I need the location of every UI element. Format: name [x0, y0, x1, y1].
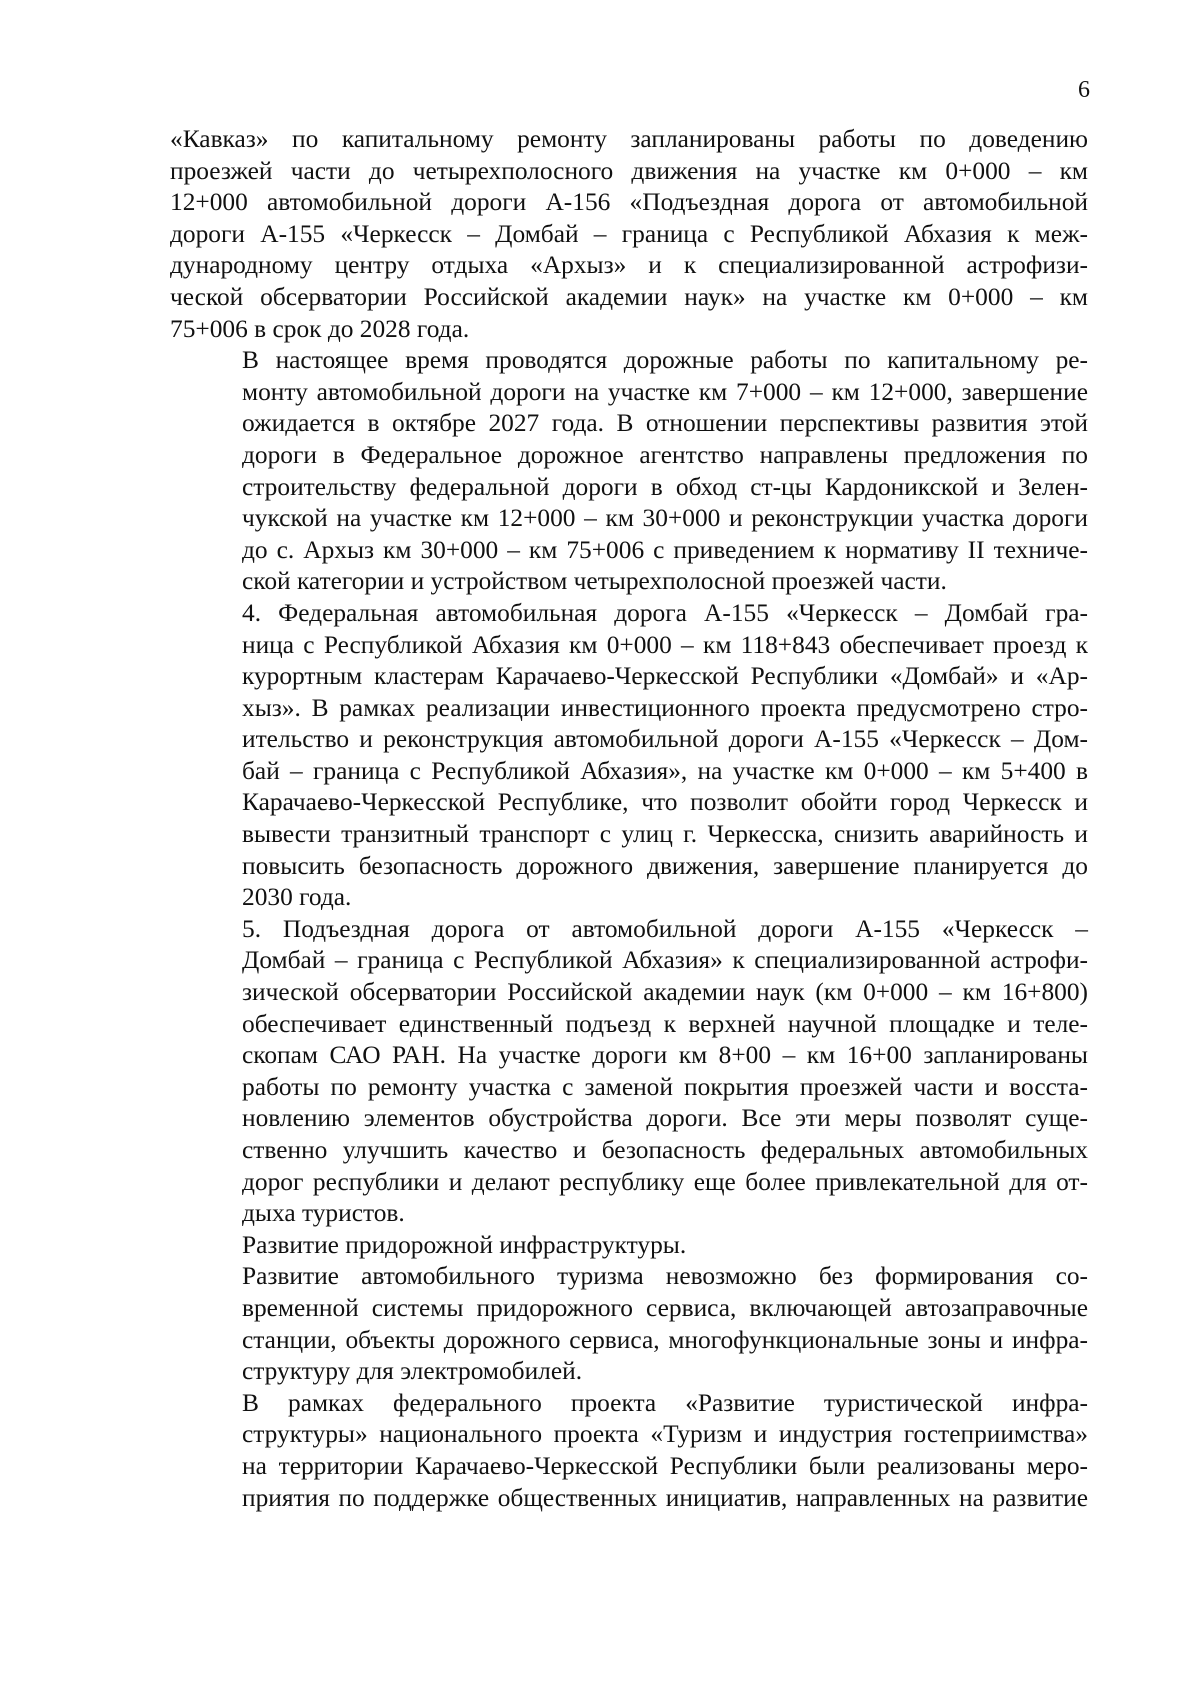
text-line: структуру для электромобилей. [242, 1357, 583, 1386]
text-line: дороги в Федеральное дорожное агентство направлены предложения по [242, 440, 1088, 469]
text-line: проезжей части до четырехполосного движения на участке км 0+000 – км [170, 156, 1088, 185]
body-text [170, 124, 1088, 1514]
page-number: 6 [1078, 77, 1090, 103]
text-line: «Кавказ» по капитальному ремонту запланированы работы по доведению [170, 125, 1088, 153]
text-line: ница с Республикой Абхазия км 0+000 – км 118+843 обеспечивает проезд к [242, 630, 1088, 659]
text-line: монту автомобильной дороги на участке км 7+000 – км 12+000, завершение [242, 377, 1088, 406]
text-line: 75+006 в срок до 2028 года. [170, 314, 470, 343]
text-line: чукской на участке км 12+000 – км 30+000 и реконструкции участка дороги [242, 504, 1088, 533]
text-line: ственно улучшить качество и безопасность федеральных автомобильных [242, 1136, 1088, 1164]
text-line: ческой обсерватории Российской академии наук» на участке км 0+000 – км [170, 282, 1088, 311]
text-line: дороги А-155 «Черкесск – Домбай – граница с Республикой Абхазия к меж- [170, 219, 1088, 248]
text-line: обеспечивает единственный подъезд к верхней научной площадке и теле- [242, 1009, 1088, 1038]
text-line: зической обсерватории Российской академии наук (км 0+000 – км 16+800) [242, 978, 1088, 1007]
text-line: работы по ремонту участка с заменой покрытия проезжей части и восста- [242, 1072, 1088, 1101]
text-line: 2030 года. [242, 883, 352, 912]
text-line: 4. Федеральная автомобильная дорога А-155 «Черкесск – Домбай гра- [242, 598, 1088, 627]
text-line: ожидается в октябре 2027 года. В отношении перспективы развития этой [242, 409, 1088, 438]
text-line: строительству федеральной дороги в обход ст-цы Кардоникской и Зелен- [242, 472, 1088, 501]
text-line: скопам САО РАН. На участке дороги км 8+00 – км 16+00 запланированы [242, 1041, 1088, 1070]
text-line: дународному центру отдыха «Архыз» и к специализированной астрофизи- [170, 251, 1088, 280]
text-line: приятия по поддержке общественных инициатив, направленных на развитие [242, 1483, 1088, 1512]
text-line: Развитие автомобильного туризма невозможно без формирования со- [242, 1262, 1088, 1291]
text-line: дыха туристов. [242, 1199, 405, 1228]
text-line: 12+000 автомобильной дороги А-156 «Подъездная дорога от автомобильной [170, 188, 1088, 217]
text-line: структуры» национального проекта «Туризм и индустрия гостеприимства» [242, 1420, 1088, 1449]
text-line: на территории Карачаево-Черкесской Республики были реализованы меро- [242, 1451, 1088, 1480]
text-line: Развитие придорожной инфраструктуры. [242, 1230, 687, 1259]
paragraph-7 [170, 1388, 1088, 1514]
text-line: до с. Архыз км 30+000 – км 75+006 с приведением к нормативу II техниче- [242, 535, 1088, 564]
paragraph-5-heading [170, 1230, 1088, 1262]
text-line: повысить безопасность дорожного движения, завершение планируется до [242, 851, 1088, 880]
paragraph-3 [170, 598, 1088, 914]
text-line: В рамках федерального проекта «Развитие туристической инфра- [242, 1388, 1088, 1417]
text-line: Домбай – граница с Республикой Абхазия» к специализированной астрофи- [242, 946, 1088, 975]
text-line: дорог республики и делают республику еще более привлекательной для от- [242, 1167, 1088, 1196]
text-line: В настоящее время проводятся дорожные работы по капитальному ре- [242, 346, 1088, 375]
text-line: вывести транзитный транспорт с улиц г. Черкесска, снизить аварийность и [242, 820, 1088, 849]
text-line: хыз». В рамках реализации инвестиционного проекта предусмотрено стро- [242, 693, 1088, 722]
text-line: бай – граница с Республикой Абхазия», на участке км 0+000 – км 5+400 в [242, 756, 1088, 785]
text-line: Карачаево-Черкесской Республике, что позволит обойти город Черкесск и [242, 788, 1088, 817]
paragraph-6 [170, 1261, 1088, 1387]
text-line: станции, объекты дорожного сервиса, многофункциональные зоны и инфра- [242, 1325, 1088, 1354]
paragraph-4 [170, 914, 1088, 1230]
text-line: временной системы придорожного сервиса, включающей автозаправочные [242, 1293, 1088, 1322]
text-line: 5. Подъездная дорога от автомобильной дороги А-155 «Черкесск – [242, 914, 1088, 943]
text-line: новлению элементов обустройства дороги. Все эти меры позволят суще- [242, 1104, 1088, 1133]
text-line: курортным кластерам Карачаево-Черкесской Республики «Домбай» и «Ар- [242, 662, 1088, 691]
paragraph-1 [170, 124, 1088, 345]
text-line: ительство и реконструкция автомобильной дороги А-155 «Черкесск – Дом- [242, 725, 1088, 754]
paragraph-2 [170, 345, 1088, 598]
text-line: ской категории и устройством четырехполосной проезжей части. [242, 567, 947, 596]
